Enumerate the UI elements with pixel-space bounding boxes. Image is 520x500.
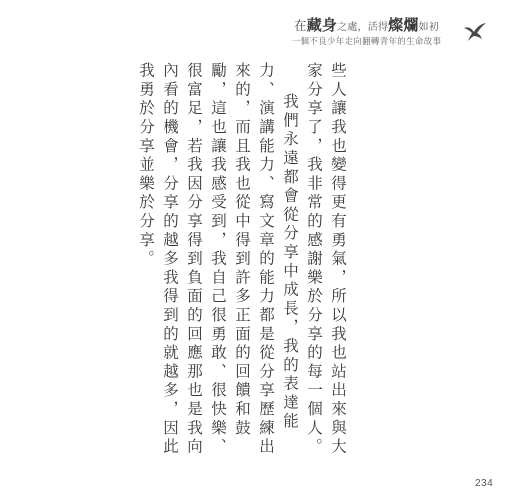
book-title-part-4: 燦爛	[388, 16, 419, 34]
book-title-part-2: 藏身	[306, 16, 338, 34]
book-title-part-3: 之處，活得	[337, 22, 389, 33]
book-subtitle: 一個不良少年走向翻轉青年的生命故事	[291, 37, 442, 47]
running-header	[279, 18, 454, 48]
book-title-part-1: 在	[294, 18, 307, 33]
paragraph-2: 我們永遠都會從分享中成長，我的表達能力、演講能力、寫文章的能力都是從分享歷練出來的，而且我也從中得到許多正面的回饋和鼓勵，這也讓我感受到，我自己很勇敢、很快樂、很富足，若我因分享得到負面的回應那也是我向內看的機會，分享的越多我得到的就越多，因此我勇於分享並樂於分享。	[137, 62, 299, 457]
paragraph-1: 些人讓我也變得更有勇氣，所以我也站出來與大家分享了，我非常的感謝樂於分享的每一個人。	[305, 62, 347, 457]
book-title-part-5: 如初	[418, 22, 439, 33]
page-number: 234	[475, 478, 494, 489]
book-title	[279, 18, 454, 35]
flying-bird-icon	[462, 22, 488, 42]
body-text	[134, 62, 350, 462]
